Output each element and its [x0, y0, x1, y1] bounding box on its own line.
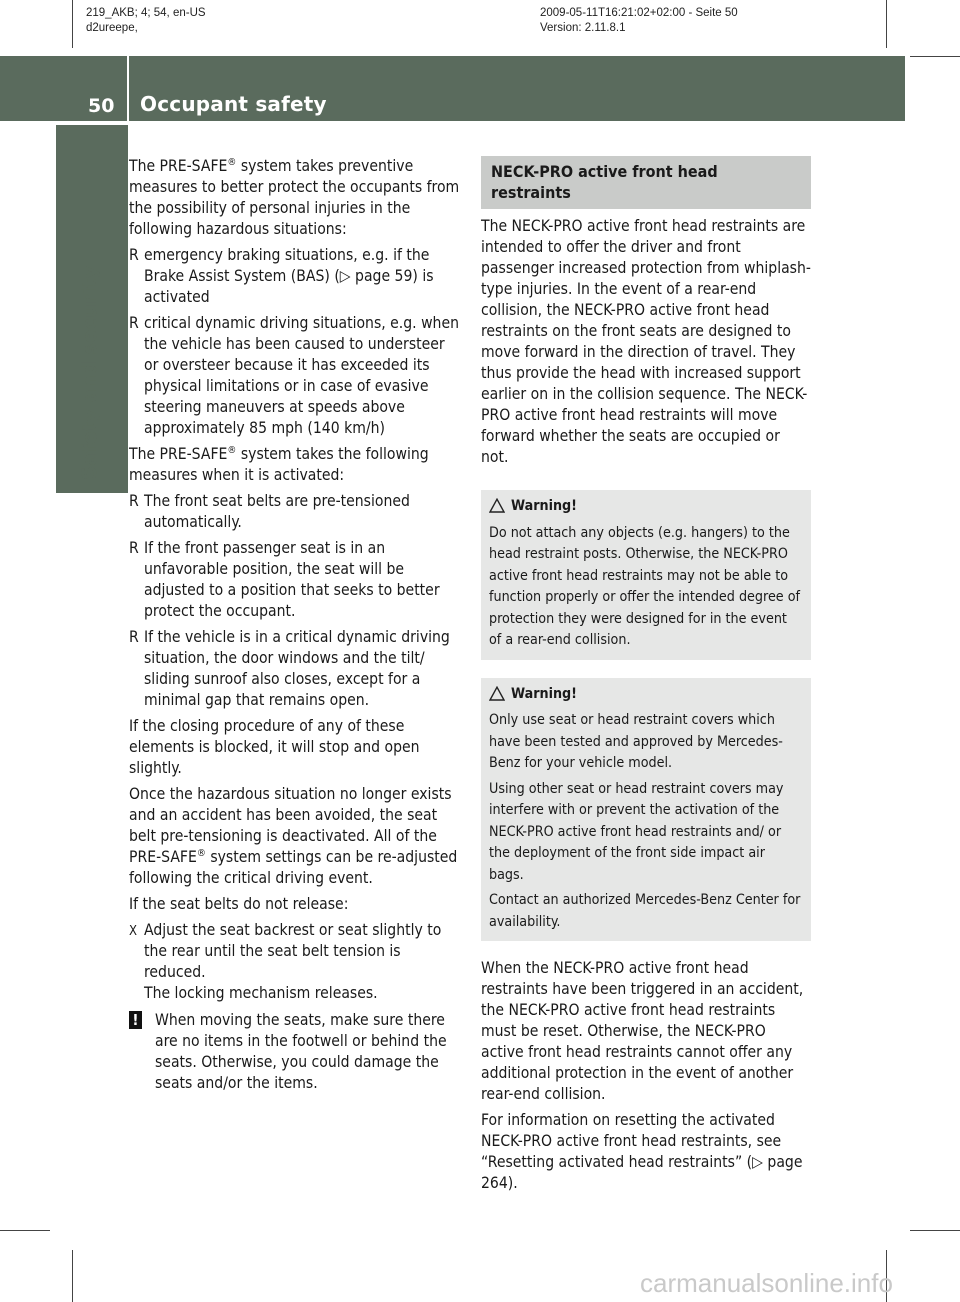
crop-mark [910, 1230, 960, 1231]
exclamation-icon: ! [129, 1011, 142, 1029]
page-reference-arrow-icon: ▷ [752, 1153, 763, 1171]
crop-mark [886, 0, 887, 48]
warning-text: Using other seat or head restraint covers may interfere with or prevent the activation of the NECK-PRO active front head restraints and/ or the deployment of the front side impact air bags. [489, 780, 784, 883]
paragraph: The NECK-PRO active front head restraints are intended to offer the driver and front passenger increased protection from whiplash-type injuries. In the event of a rear-end collision, the NECK-PRO active front head restraints on the front seats are designed to move forward in the direction of travel. They thus provide the head with increased support earlier on in the collision sequence. The NECK-PRO active front head restraints will move forward whether the seats are occupied or not. [481, 217, 811, 466]
subsection-heading: NECK-PRO active front head restraints [481, 156, 811, 209]
warning-title: Warning! [489, 684, 803, 706]
paragraph: The PRE-SAFE® system takes the following measures when it is activated: [129, 444, 429, 484]
paragraph: If the seat belts do not release: [129, 895, 349, 913]
paragraph: When the NECK-PRO active front head restraints have been triggered in an accident, the NECK-PRO active front head restraints must be reset. Otherwise, the NECK-PRO active front head restraints cannot offer any additional protection in the event of another rear-end collision. [481, 959, 804, 1103]
warning-box [481, 678, 811, 942]
crop-mark [72, 0, 73, 48]
paragraph: Once the hazardous situation no longer exists and an accident has been avoided, the seat belt pre-tensioning is deactivated. All of the PRE-SAFE® system settings can be re-adjusted following the critical driving event. [129, 785, 458, 887]
bullet-item: R emergency braking situations, e.g. if the Brake Assist System (BAS) (▷ page 59) is activated [129, 246, 434, 306]
warning-title: Warning! [489, 496, 803, 518]
watermark: carmanualsonline.info [640, 1268, 893, 1298]
header-separator [127, 56, 129, 121]
bullet-icon: R [129, 314, 139, 332]
warning-triangle-icon [489, 498, 505, 513]
warning-text: Only use seat or head restraint covers which have been tested and approved by Mercedes-Benz for your vehicle model. [489, 712, 783, 771]
page-number: 50 [88, 95, 115, 117]
metadata-line: d2ureepe, [86, 22, 138, 34]
bullet-icon: R [129, 246, 139, 264]
bullet-item: R critical dynamic driving situations, e.g. when the vehicle has been caused to understeer or oversteer because it has exceeded its physical limitations or in case of evasive steering maneuvers at speeds above approximately 85 mph (140 km/h) [129, 314, 459, 437]
chapter-label: Safety and security [78, 265, 101, 480]
metadata-line: Version: 2.11.8.1 [540, 22, 626, 34]
instruction-step: X Adjust the seat backrest or seat slightly to the rear until the seat belt tension is reduced. The locking mechanism releases. [129, 921, 442, 1002]
bullet-item: R If the vehicle is in a critical dynamic driving situation, the door windows and the tilt/ sliding sunroof also closes, except for a minimal gap that remains open. [129, 628, 450, 709]
bullet-icon: R [129, 492, 139, 510]
warning-triangle-icon [489, 686, 505, 701]
crop-mark [72, 1250, 73, 1302]
crop-mark [910, 56, 960, 57]
section-title: Occupant safety [140, 92, 327, 116]
print-metadata-right [540, 6, 738, 36]
warning-text: Contact an authorized Mercedes-Benz Center for availability. [489, 892, 801, 930]
step-arrow-icon: X [129, 924, 138, 939]
paragraph: For information on resetting the activated NECK-PRO active front head restraints, see “Resetting activated head restraints” (▷ page 264). [481, 1111, 803, 1192]
caution-note: ! When moving the seats, make sure there are no items in the footwell or behind the seats. Otherwise, you could damage the seats and/or the items. [129, 1010, 461, 1094]
left-column [129, 156, 461, 1094]
metadata-line: 2009-05-11T16:21:02+02:00 - Seite 50 [540, 7, 738, 19]
page-header-bar [0, 56, 905, 121]
metadata-line: 219_AKB; 4; 54, en-US [86, 7, 206, 19]
bullet-item: R The front seat belts are pre-tensioned automatically. [129, 492, 410, 531]
warning-box [481, 490, 811, 660]
right-column [481, 156, 811, 1199]
paragraph: If the closing procedure of any of these elements is blocked, it will stop and open slightly. [129, 717, 420, 777]
bullet-icon: R [129, 628, 139, 646]
warning-text: Do not attach any objects (e.g. hangers) to the head restraint posts. Otherwise, the NECK-PRO active front head restraints may not be able to function properly or offer the intended degree of protection they were designed for in the event of a rear-end collision. [489, 524, 801, 648]
paragraph: The PRE-SAFE® system takes preventive measures to better protect the occupants from the possibility of personal injuries in the following hazardous situations: [129, 156, 460, 238]
crop-mark [0, 1230, 50, 1231]
print-metadata-left [86, 6, 206, 36]
step-result: The locking mechanism releases. [144, 984, 378, 1002]
bullet-item: R If the front passenger seat is in an unfavorable position, the seat will be adjusted to a position that seeks to better protect the occupant. [129, 539, 440, 620]
registered-mark: ® [227, 156, 237, 168]
bullet-icon: R [129, 539, 139, 557]
page-reference-arrow-icon: ▷ [339, 267, 351, 285]
